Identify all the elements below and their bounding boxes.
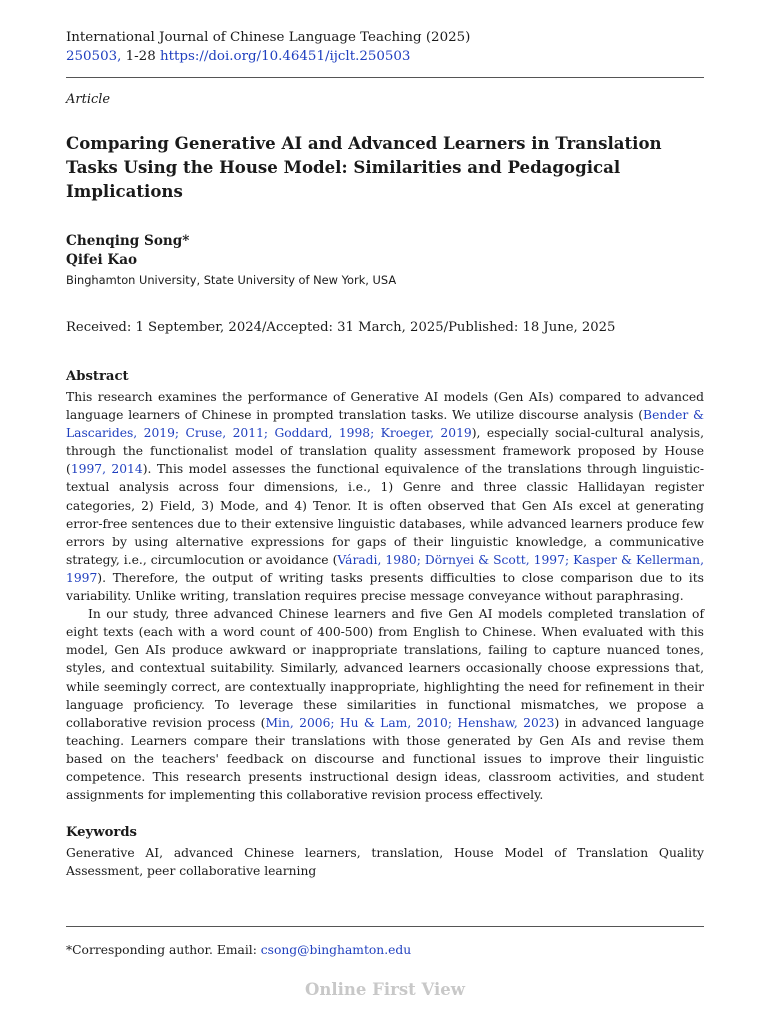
abstract-text: In our study, three advanced Chinese learners and five Gen AI models completed translation of eight texts (each with a word count of 400-500) from English to Chinese. When evaluated with this model, Gen AIs produce awkward or inappropriate translations, failing to capture nuanced tones, styles, and contextual suitability. Similarly, advanced learners occasionally choose expressions that, while seemingly correct, are contextually inappropriate, highlighting the need for refinement in their language proficiency. To leverage these similarities in functional mismatches, we propose a collaborative revision process ( [66,607,704,730]
author-2: Qifei Kao [66,252,138,268]
article-type: Article [66,92,111,107]
keywords-heading: Keywords [66,825,137,840]
email-link[interactable]: csong@binghamton.edu [260,943,412,957]
page-range: 1-28 [121,49,160,64]
citation-link[interactable]: Váradi, 1980; Dörnyei & Scott, 1997; Kasper & Kellerman, 1997 [66,552,704,585]
citation-link[interactable]: 1997, 2014 [70,462,143,477]
citation-line [66,47,706,66]
abstract-body [66,388,704,804]
corresponding-author-note [66,943,411,957]
abstract-paragraph-1 [66,388,704,605]
footnote-label: *Corresponding author. Email: [66,943,261,957]
citation-link[interactable]: Min, 2006; Hu & Lam, 2010; Henshaw, 2023 [265,715,555,730]
keywords-list: Generative AI, advanced Chinese learners, translation, House Model of Translation Quality Assessment, peer collaborative learning [66,846,704,879]
abstract-paragraph-2 [66,605,704,804]
abstract-text: ). This model assesses the functional equivalence of the translations through linguistic-textual analysis across four dimensions, i.e., 1) Genre and three classic Hallidayan register categories, 2) Field, 3) Mode, and 4) Tenor. It is often observed that Gen AIs excel at generating error-free sentences due to their extensive linguistic databases, while advanced learners produce few errors by using alternative expressions for gaps of their linguistic knowledge, a communicative strategy, i.e., circumlocution or avoidance ( [66,462,704,567]
journal-header [66,28,706,66]
online-first-watermark: Online First View [305,980,465,999]
doi-link[interactable]: https://doi.org/10.46451/ijclt.250503 [159,49,411,64]
abstract-text: ). Therefore, the output of writing tasks presents difficulties to close comparison due to its variability. Unlike writing, translation requires precise message conveyance without paraphrasing. [66,570,704,604]
author-1: Chenqing Song* [66,233,190,249]
citation-link[interactable]: Bender & Lascarides, 2019; Cruse, 2011; Goddard, 1998; Kroeger, 2019 [66,408,704,441]
abstract-text: ) in advanced language teaching. Learners compare their translations with those generated by Gen AIs and revise them based on the teachers' feedback on discourse and functional issues to improve their linguistic competence. This research presents instructional design ideas, classroom activities, and student assignments for implementing this collaborative revision process effectively. [66,715,705,803]
paper-title: Comparing Generative AI and Advanced Learners in Translation Tasks Using the House Model: Similarities and Pedagogical Implications [66,133,662,201]
header-divider [66,77,704,78]
abstract-text: This research examines the performance of Generative AI models (Gen AIs) compared to advanced language learners of Chinese in prompted translation tasks. We utilize discourse analysis ( [66,390,704,423]
abstract-text: ), especially social-cultural analysis, through the functionalist model of translation quality assessment framework proposed by House ( [66,426,704,477]
journal-name: International Journal of Chinese Language Teaching (2025) [66,30,471,45]
abstract-heading: Abstract [66,369,129,384]
affiliation: Binghamton University, State University of New York, USA [66,273,397,287]
article-number-link[interactable]: 250503, [66,49,122,64]
footnote-divider [66,926,704,927]
publication-dates: Received: 1 September, 2024/Accepted: 31 March, 2025/Published: 18 June, 2025 [66,320,616,335]
